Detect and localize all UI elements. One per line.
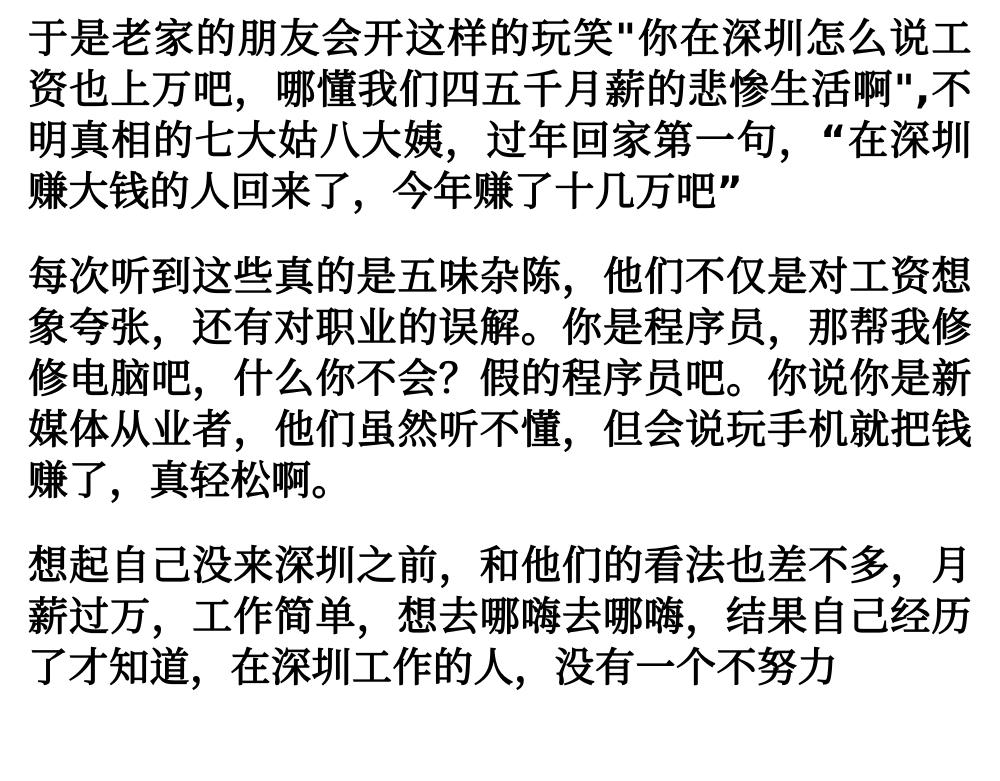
- paragraph-1: 于是老家的朋友会开这样的玩笑"你在深圳怎么说工资也上万吧，哪懂我们四五千月薪的悲惨生活啊",不明真相的七大姑八大姨，过年回家第一句，“在深圳赚大钱的人回来了，今年赚了十几万吧”: [28, 16, 972, 215]
- paragraph-3: 想起自己没来深圳之前，和他们的看法也差不多，月薪过万，工作简单，想去哪嗨去哪嗨，结果自己经历了才知道，在深圳工作的人，没有一个不努力: [28, 543, 972, 691]
- paragraph-2: 每次听到这些真的是五味杂陈，他们不仅是对工资想象夸张，还有对职业的误解。你是程序员，那帮我修修电脑吧，什么你不会？假的程序员吧。你说你是新媒体从业者，他们虽然听不懂，但会说玩手机就把钱赚了，真轻松啊。: [28, 254, 972, 504]
